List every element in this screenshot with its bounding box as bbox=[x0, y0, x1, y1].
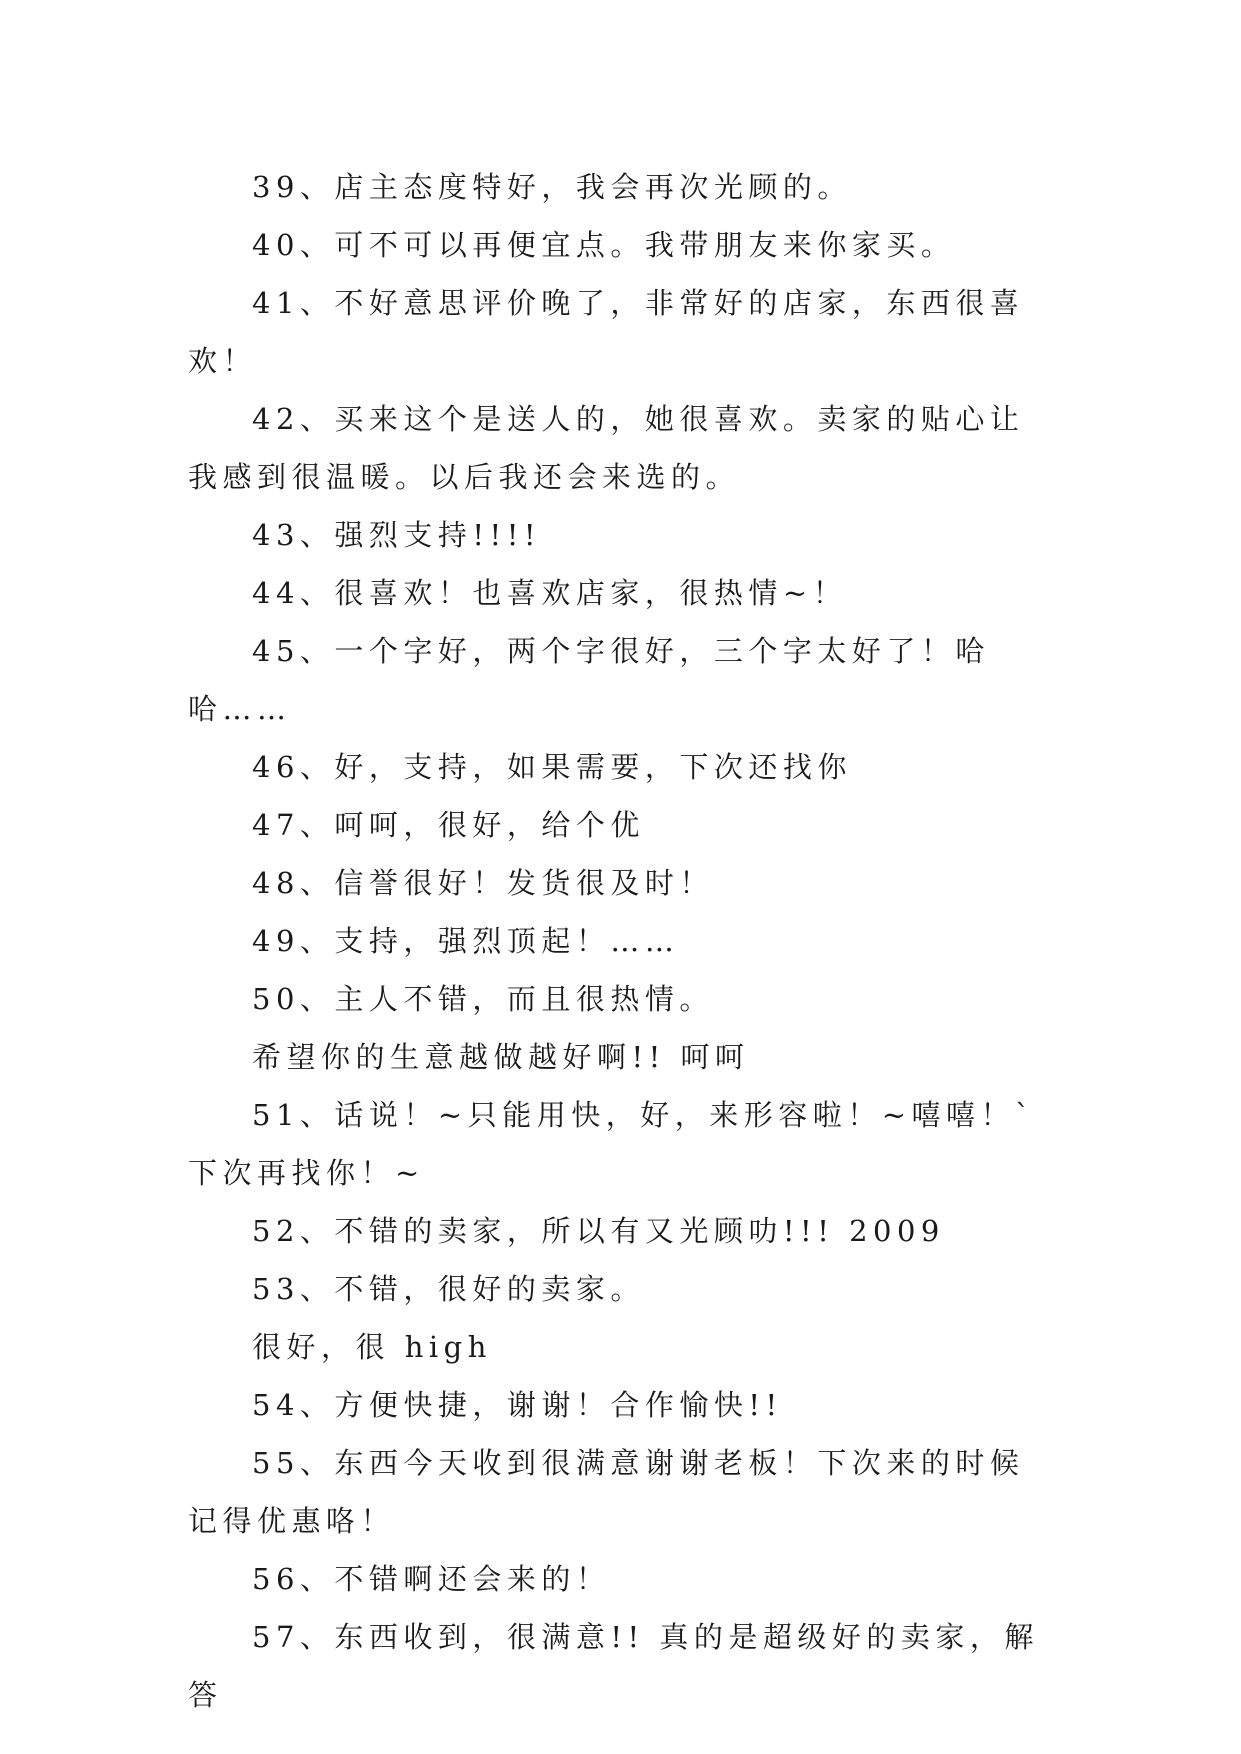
paragraph-46: 46、好，支持，如果需要，下次还找你 bbox=[252, 750, 852, 784]
paragraph-49: 49、支持，强烈顶起！…… bbox=[252, 924, 680, 958]
document-body bbox=[188, 158, 1048, 1724]
paragraph-56: 56、不错啊还会来的！ bbox=[252, 1562, 611, 1596]
paragraph-43: 43、强烈支持!!!! bbox=[252, 518, 542, 552]
paragraph-50: 50、主人不错，而且很热情。 bbox=[252, 982, 714, 1016]
paragraph-40: 40、可不可以再便宜点。我带朋友来你家买。 bbox=[252, 228, 956, 262]
paragraph-42: 42、买来这个是送人的，她很喜欢。卖家的贴心让我感到很温暖。以后我还会来选的。 bbox=[188, 402, 1025, 494]
paragraph-41: 41、不好意思评价晚了，非常好的店家，东西很喜欢！ bbox=[188, 286, 1025, 378]
paragraph-52: 52、不错的卖家，所以有又光顾叻!!! 2009 bbox=[252, 1214, 945, 1248]
paragraph-54: 54、方便快捷，谢谢！合作愉快!! bbox=[252, 1388, 783, 1422]
paragraph-48: 48、信誉很好！发货很及时！ bbox=[252, 866, 714, 900]
paragraph-51: 51、话说！~只能用快，好，来形容啦！~嘻嘻！`下次再找你！~ bbox=[188, 1098, 1035, 1190]
paragraph-39: 39、店主态度特好，我会再次光顾的。 bbox=[252, 170, 852, 204]
paragraph-47: 47、呵呵，很好，给个优 bbox=[252, 808, 645, 842]
paragraph-44: 44、很喜欢！也喜欢店家，很热情~！ bbox=[252, 576, 848, 610]
paragraph-55: 55、东西今天收到很满意谢谢老板！下次来的时候记得优惠咯！ bbox=[188, 1446, 1025, 1538]
paragraph-53: 53、不错，很好的卖家。 bbox=[252, 1272, 645, 1306]
paragraph-53-continued: 很好，很 high bbox=[252, 1330, 492, 1364]
paragraph-50-continued: 希望你的生意越做越好啊!! 呵呵 bbox=[252, 1040, 750, 1074]
paragraph-57: 57、东西收到，很满意!! 真的是超级好的卖家，解答 bbox=[188, 1620, 1039, 1712]
paragraph-45: 45、一个字好，两个字很好，三个字太好了！哈哈…… bbox=[188, 634, 990, 726]
